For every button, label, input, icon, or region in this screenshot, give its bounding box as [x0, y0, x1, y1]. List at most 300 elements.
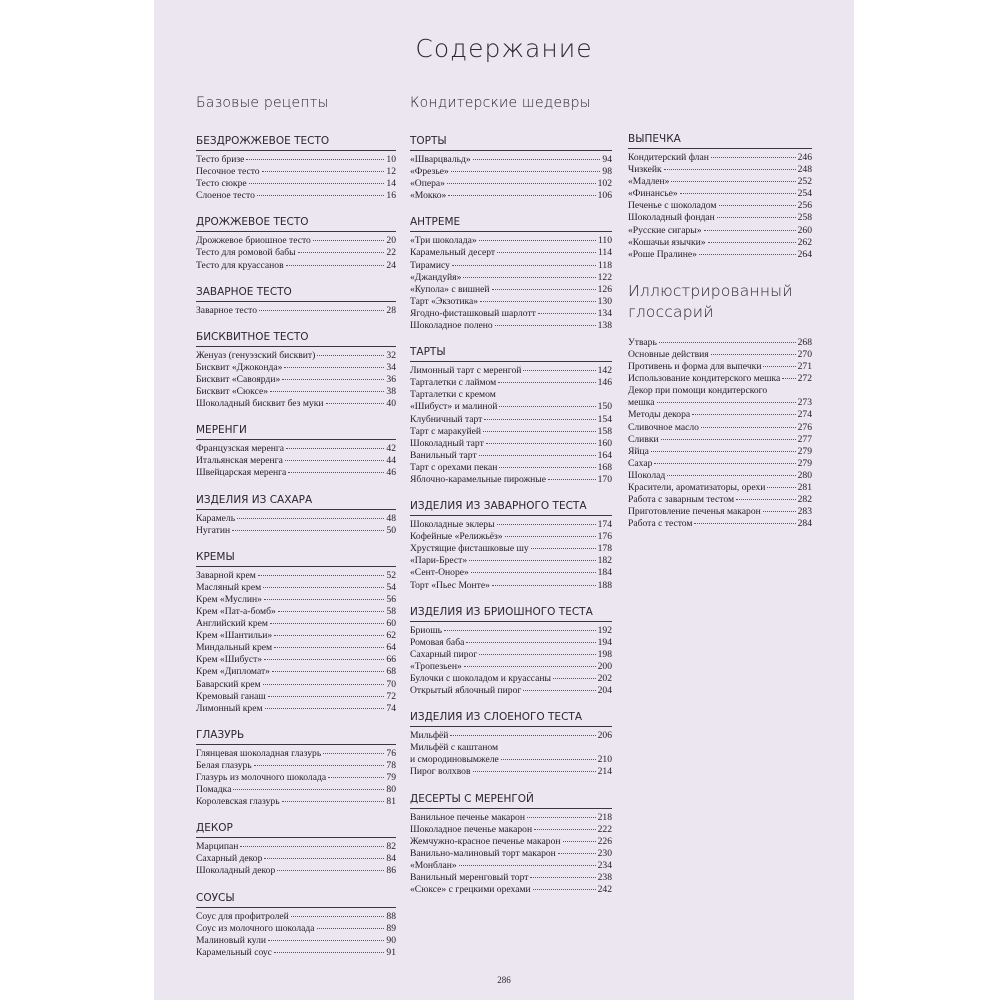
toc-entry-page: 102	[597, 178, 612, 190]
toc-entry	[410, 649, 612, 661]
section-heading: ИЗДЕЛИЯ ИЗ САХАРА	[196, 494, 396, 510]
toc-entry	[196, 865, 396, 877]
dot-leader	[533, 889, 596, 890]
dot-leader	[553, 678, 596, 679]
toc-entry-page: 264	[797, 248, 812, 260]
toc-entry-title: Тесто для ромовой бабы	[196, 247, 296, 259]
toc-entry	[410, 848, 612, 860]
dot-leader	[473, 159, 601, 160]
toc-entry	[410, 567, 612, 579]
dot-leader	[249, 183, 385, 184]
dot-leader	[270, 391, 384, 392]
toc-entry	[628, 349, 812, 361]
toc-entry	[410, 308, 612, 320]
toc-entry	[628, 164, 812, 176]
dot-leader	[323, 753, 384, 754]
dot-leader	[272, 671, 384, 672]
toc-entry-page: 118	[597, 259, 612, 271]
toc-entry-title: Ромовая баба	[410, 636, 465, 648]
dot-leader	[444, 630, 596, 631]
toc-entry-page: 146	[597, 377, 612, 389]
dot-leader	[701, 427, 796, 428]
toc-entry-title: Клубничный тарт	[410, 413, 483, 425]
toc-entry-title: Шоколадный тарт	[410, 437, 484, 449]
toc-entry-page: 276	[797, 421, 812, 433]
toc-entry-title-line: Декор при помощи кондитерского	[628, 385, 768, 397]
section-heading: ДЕКОР	[196, 822, 396, 838]
toc-entry	[410, 580, 612, 592]
toc-entry-page: 14	[386, 178, 396, 190]
dot-leader	[471, 572, 596, 573]
toc-entry-title: Крем «Муслин»	[196, 593, 262, 605]
toc-entry-page: 12	[386, 166, 396, 178]
dot-leader	[782, 378, 795, 379]
toc-entry-title: Шоколадное печенье макарон	[410, 823, 533, 835]
toc-entry-title: «Роше Пралине»	[628, 248, 697, 260]
section-heading: ГЛАЗУРЬ	[196, 729, 396, 745]
toc-entry	[196, 796, 396, 808]
toc-entry-title: Бриошь	[410, 624, 442, 636]
dot-leader	[523, 370, 595, 371]
dot-leader	[651, 451, 796, 452]
toc-section	[196, 888, 396, 959]
toc-entry	[628, 470, 812, 482]
dot-leader	[531, 548, 596, 549]
toc-entry-page: 256	[797, 200, 812, 212]
toc-entry	[196, 178, 396, 190]
toc-entry-page: 168	[597, 461, 612, 473]
toc-entry-title: Ванильно-малиновый торт макарон	[410, 847, 556, 859]
toc-entry-title: «Монблан»	[410, 859, 457, 871]
dot-leader	[274, 647, 384, 648]
toc-entry-page: 279	[797, 457, 812, 469]
toc-entry-title: Заварной крем	[196, 569, 256, 581]
dot-leader	[286, 448, 384, 449]
toc-entry	[196, 513, 396, 525]
toc-entry-title: Шоколадные эклеры	[410, 519, 495, 531]
dot-leader	[708, 242, 796, 243]
dot-leader	[265, 708, 385, 709]
toc-entry-page: 48	[386, 512, 396, 524]
toc-entry-title: Нугатин	[196, 524, 231, 536]
toc-entry	[410, 836, 612, 848]
toc-section	[196, 212, 396, 271]
toc-entry	[410, 474, 612, 486]
toc-entry-page: 89	[386, 922, 396, 934]
toc-entry	[196, 154, 396, 166]
toc-entry-title: Карамельный соус	[196, 946, 272, 958]
toc-entry-title: Крем «Пат-а-бомб»	[196, 605, 276, 617]
toc-entry-title: Крем «Шантильи»	[196, 630, 273, 642]
toc-entry-page: 271	[797, 361, 812, 373]
toc-entry	[628, 422, 812, 434]
dot-leader	[711, 157, 796, 158]
toc-entry-page: 32	[386, 349, 396, 361]
toc-entry-page: 254	[797, 188, 812, 200]
toc-entry-page: 28	[386, 304, 396, 316]
toc-entry	[628, 225, 812, 237]
toc-entry-title: Шоколад	[628, 469, 666, 481]
toc-entry	[196, 455, 396, 467]
dot-leader	[763, 366, 795, 367]
toc-entry-title: Швейцарская меренга	[196, 467, 287, 479]
toc-entry	[196, 260, 396, 272]
toc-entry-title: мешка	[628, 397, 655, 409]
toc-entry	[196, 350, 396, 362]
toc-entry-page: 280	[797, 469, 812, 481]
toc-entry-page: 272	[797, 373, 812, 385]
toc-entry-title: «Мокко»	[410, 190, 447, 202]
dot-leader	[736, 499, 796, 500]
toc-entry	[410, 190, 612, 202]
toc-entry	[410, 860, 612, 872]
toc-entry	[628, 409, 812, 421]
toc-entry-title: Печенье с шоколадом	[628, 200, 717, 212]
dot-leader	[464, 666, 596, 667]
dot-leader	[680, 193, 796, 194]
toc-entry	[196, 935, 396, 947]
toc-entry-title: Ванильный меренговый торт	[410, 872, 529, 884]
dot-leader	[262, 171, 385, 172]
dot-leader	[257, 195, 385, 196]
toc-entry	[410, 543, 612, 555]
toc-entry	[196, 190, 396, 202]
toc-entry-page: 170	[597, 473, 612, 485]
column-baking-glossary	[628, 129, 812, 530]
dot-leader	[264, 858, 384, 859]
toc-entry-title: «Джандуйя»	[410, 271, 462, 283]
dot-leader	[259, 310, 384, 311]
toc-entry-title-line: Тарталетки с кремом	[410, 389, 496, 401]
dot-leader	[233, 789, 384, 790]
section-heading: КРЕМЫ	[196, 551, 396, 567]
toc-entry-page: 46	[386, 467, 396, 479]
glossary-list	[628, 337, 812, 531]
toc-entry-title: Глянцевая шоколадная глазурь	[196, 747, 322, 759]
section-heading: АНТРЕМЕ	[410, 216, 612, 232]
toc-entry-title: Мильфёй	[410, 730, 449, 742]
toc-entry-page: 84	[386, 853, 396, 865]
toc-entry-title: Торт «Пьес Монте»	[410, 579, 490, 591]
toc-entry-title: Чизкейк	[628, 164, 662, 176]
section-heading: ИЗДЕЛИЯ ИЗ СЛОЕНОГО ТЕСТА	[410, 711, 612, 727]
dot-leader	[563, 841, 596, 842]
toc-entry-title: Малиновый кули	[196, 934, 267, 946]
toc-entry-page: 79	[386, 772, 396, 783]
toc-entry-title: Крем «Дипломат»	[196, 666, 270, 678]
dot-leader	[298, 252, 385, 253]
toc-entry-title: Яблочно-карамельные пирожные	[410, 473, 546, 485]
toc-entry-title: Сахар	[628, 457, 653, 469]
toc-entry	[410, 531, 612, 543]
toc-entry-page: 248	[797, 164, 812, 176]
toc-entry-title: Шоколадный декор	[196, 865, 276, 877]
toc-entry-page: 283	[797, 506, 812, 518]
dot-leader	[317, 928, 385, 929]
toc-entry-page: 50	[386, 524, 396, 536]
dot-leader	[268, 940, 384, 941]
toc-entry-title: «Три шоколада»	[410, 235, 477, 247]
toc-entry-title: Жемчужно-красное печенье макарон	[410, 835, 561, 847]
dot-leader	[317, 355, 384, 356]
toc-entry	[628, 200, 812, 212]
dot-leader	[284, 367, 384, 368]
toc-entry	[410, 414, 612, 426]
toc-entry	[196, 582, 396, 594]
toc-entry-page: 68	[386, 666, 396, 678]
book-page	[154, 0, 854, 1000]
toc-entry-page: 142	[597, 365, 612, 377]
toc-entry-page: 106	[597, 190, 612, 202]
toc-entry	[410, 884, 612, 896]
dot-leader	[447, 183, 596, 184]
toc-entry-title-line	[410, 401, 612, 413]
toc-entry-page: 262	[797, 236, 812, 248]
toc-entry-page: 38	[386, 386, 396, 398]
section-heading: СОУСЫ	[196, 892, 396, 908]
toc-entry-page: 122	[597, 271, 612, 283]
toc-entry	[410, 284, 612, 296]
dot-leader	[246, 159, 384, 160]
toc-entry	[196, 911, 396, 923]
toc-entry-title: Тесто сюкре	[196, 178, 247, 190]
toc-entry-title: Соус для профитролей	[196, 910, 289, 922]
toc-entry-title: Приготовление печенья макарон	[628, 506, 761, 518]
toc-entry	[196, 772, 396, 784]
toc-entry-title: Тесто бризе	[196, 154, 245, 165]
section-heading: ЗАВАРНОЕ ТЕСТО	[196, 286, 396, 302]
dot-leader	[459, 865, 596, 866]
toc-entry	[628, 152, 812, 164]
toc-entry	[628, 337, 812, 349]
toc-entry	[410, 673, 612, 685]
dot-leader	[288, 472, 384, 473]
toc-entry-page: 52	[386, 569, 396, 581]
toc-entry	[410, 450, 612, 462]
toc-entry	[196, 398, 396, 410]
toc-entry-page: 20	[386, 235, 396, 247]
toc-entry-title: Карамель	[196, 512, 236, 524]
toc-entry-page: 130	[597, 295, 612, 307]
toc-entry-title: Ванильное печенье макарон	[410, 811, 525, 823]
toc-entry-title: Открытый яблочный пирог	[410, 685, 522, 697]
dot-leader	[671, 181, 795, 182]
dot-leader	[232, 530, 384, 531]
dot-leader	[328, 777, 384, 778]
toc-entry-page: 90	[386, 934, 396, 946]
toc-entry-page: 274	[797, 409, 812, 421]
dot-leader	[486, 443, 596, 444]
dot-leader	[767, 487, 795, 488]
toc-entry-title: Крем «Шибуст»	[196, 654, 263, 666]
toc-entry-page: 94	[602, 154, 612, 165]
toc-entry	[410, 272, 612, 284]
dot-leader	[313, 240, 385, 241]
toc-entry-title: Ванильный тарт	[410, 449, 477, 461]
toc-entry-page: 126	[597, 283, 612, 295]
dot-leader	[278, 611, 385, 612]
toc-entry-page: 56	[386, 593, 396, 605]
dot-leader	[534, 829, 595, 830]
toc-entry-page: 42	[386, 443, 396, 455]
toc-entry	[410, 365, 612, 377]
dot-leader	[291, 916, 385, 917]
toc-entry-title: Булочки с шоколадом и круассаны	[410, 673, 551, 684]
toc-section	[410, 496, 612, 592]
dot-leader	[452, 265, 596, 266]
toc-entry	[196, 748, 396, 760]
toc-entry-page: 178	[597, 543, 612, 555]
dot-leader	[469, 560, 595, 561]
toc-entry-title: Заварное тесто	[196, 304, 258, 316]
dot-leader	[719, 205, 796, 206]
toc-entry-title: Карамельный десерт	[410, 247, 496, 259]
toc-entry-page: 222	[597, 823, 612, 835]
dot-leader	[448, 195, 595, 196]
toc-entry-title: Ягодно-фисташковый шарлотт	[410, 307, 536, 319]
toc-entry-title: Тарталетки с лаймом	[410, 377, 497, 389]
dot-leader	[558, 853, 596, 854]
toc-entry-page: 242	[597, 884, 612, 896]
toc-entry-page: 260	[797, 224, 812, 236]
toc-entry	[410, 154, 612, 166]
toc-entry-title: Английский крем	[196, 618, 268, 630]
toc-section	[410, 342, 612, 486]
toc-entry-page: 164	[597, 449, 612, 461]
dot-leader	[484, 419, 595, 420]
section-heading: ИЗДЕЛИЯ ИЗ БРИОШНОГО ТЕСТА	[410, 606, 612, 622]
section-heading: ДЕСЕРТЫ С МЕРЕНГОЙ	[410, 793, 612, 809]
dot-leader	[473, 771, 596, 772]
dot-leader	[495, 325, 596, 326]
toc-entry	[410, 685, 612, 697]
toc-entry-title: Тарт «Экзотика»	[410, 295, 479, 307]
toc-entry-title: Сахарный декор	[196, 853, 263, 865]
page-number: 286	[497, 975, 511, 985]
dot-leader	[480, 301, 596, 302]
toc-entry-page: 154	[597, 413, 612, 425]
dot-leader	[282, 379, 384, 380]
part-title-basic: Базовые рецепты	[196, 95, 329, 111]
toc-entry-title: Тесто для круассанов	[196, 259, 284, 271]
toc-entry-title: Глазурь из молочного шоколада	[196, 772, 327, 783]
toc-entry	[410, 637, 612, 649]
dot-leader	[285, 460, 385, 461]
toc-entry-title: Бисквит «Джоконда»	[196, 361, 283, 373]
dot-leader	[264, 659, 384, 660]
toc-entry-page: 270	[797, 348, 812, 360]
toc-entry-page: 54	[386, 581, 396, 593]
toc-entry-page: 78	[386, 759, 396, 771]
toc-entry-title: Шоколадное полено	[410, 320, 493, 332]
toc-entry-page: 110	[597, 235, 612, 247]
toc-entry-page: 44	[386, 455, 396, 467]
toc-section	[196, 131, 396, 202]
page-title: Содержание	[415, 34, 593, 63]
dot-leader	[523, 690, 595, 691]
toc-section	[196, 420, 396, 479]
toc-entry	[410, 438, 612, 450]
toc-entry	[628, 446, 812, 458]
part-title-glossary: Иллюстрированный глоссарий	[628, 281, 793, 321]
toc-entry	[628, 482, 812, 494]
toc-entry-page: 134	[597, 307, 612, 319]
toc-entry-title: Бисквит «Сюксе»	[196, 386, 269, 398]
toc-entry-title-line	[628, 397, 812, 409]
toc-entry	[196, 923, 396, 935]
column-basic-recipes	[196, 95, 396, 969]
toc-entry-title: Королевская глазурь	[196, 796, 280, 808]
toc-entry-title: Методы декора	[628, 409, 691, 421]
toc-entry-page: 268	[797, 336, 812, 348]
dot-leader	[548, 479, 596, 480]
toc-entry	[196, 467, 396, 479]
toc-entry	[410, 661, 612, 673]
toc-entry	[410, 872, 612, 884]
toc-entry-page: 160	[597, 437, 612, 449]
toc-entry	[196, 235, 396, 247]
toc-entry	[628, 176, 812, 188]
dot-leader	[499, 467, 595, 468]
dot-leader	[258, 575, 385, 576]
toc-entry	[196, 654, 396, 666]
toc-entry-title: «Русские сигары»	[628, 224, 702, 236]
toc-entry-title: Сливки	[628, 433, 659, 445]
toc-entry-title: Работа с заварным тестом	[628, 494, 735, 506]
toc-entry-page: 284	[797, 518, 812, 530]
toc-entry-title: Миндальный крем	[196, 642, 273, 654]
toc-entry-page: 174	[597, 519, 612, 531]
toc-entry-page: 114	[597, 247, 612, 259]
toc-entry-page: 24	[386, 259, 396, 271]
toc-entry-page: 273	[797, 397, 812, 409]
toc-entry-page: 81	[386, 796, 396, 808]
toc-entry-page: 281	[797, 481, 812, 493]
toc-entry-title: «Сюксе» с грецкими орехами	[410, 884, 531, 896]
dot-leader	[463, 277, 595, 278]
section-heading: МЕРЕНГИ	[196, 424, 396, 440]
toc-entry	[410, 824, 612, 836]
toc-entry	[196, 594, 396, 606]
dot-leader	[501, 759, 596, 760]
toc-entry	[196, 703, 396, 715]
toc-entry-title: Красители, ароматизаторы, орехи	[628, 481, 766, 493]
toc-entry	[410, 260, 612, 272]
toc-entry	[410, 625, 612, 637]
dot-leader	[498, 382, 595, 383]
toc-entry	[196, 691, 396, 703]
toc-entry-page: 98	[602, 166, 612, 178]
toc-entry-title: Марципан	[196, 841, 239, 853]
toc-entry-page: 34	[386, 361, 396, 373]
toc-entry-page: 226	[597, 835, 612, 847]
toc-entry-page: 76	[386, 747, 396, 759]
toc-entry-page: 277	[797, 433, 812, 445]
toc-entry	[196, 642, 396, 654]
toc-entry	[410, 377, 612, 389]
toc-entry-page: 279	[797, 445, 812, 457]
dot-leader	[326, 403, 385, 404]
toc-entry-page: 64	[386, 642, 396, 654]
toc-entry	[196, 666, 396, 678]
toc-entry-page: 72	[386, 690, 396, 702]
dot-leader	[479, 654, 595, 655]
dot-leader	[667, 475, 795, 476]
dot-leader	[711, 354, 796, 355]
toc-entry	[628, 458, 812, 470]
toc-entry	[196, 630, 396, 642]
toc-entry-page: 36	[386, 373, 396, 385]
